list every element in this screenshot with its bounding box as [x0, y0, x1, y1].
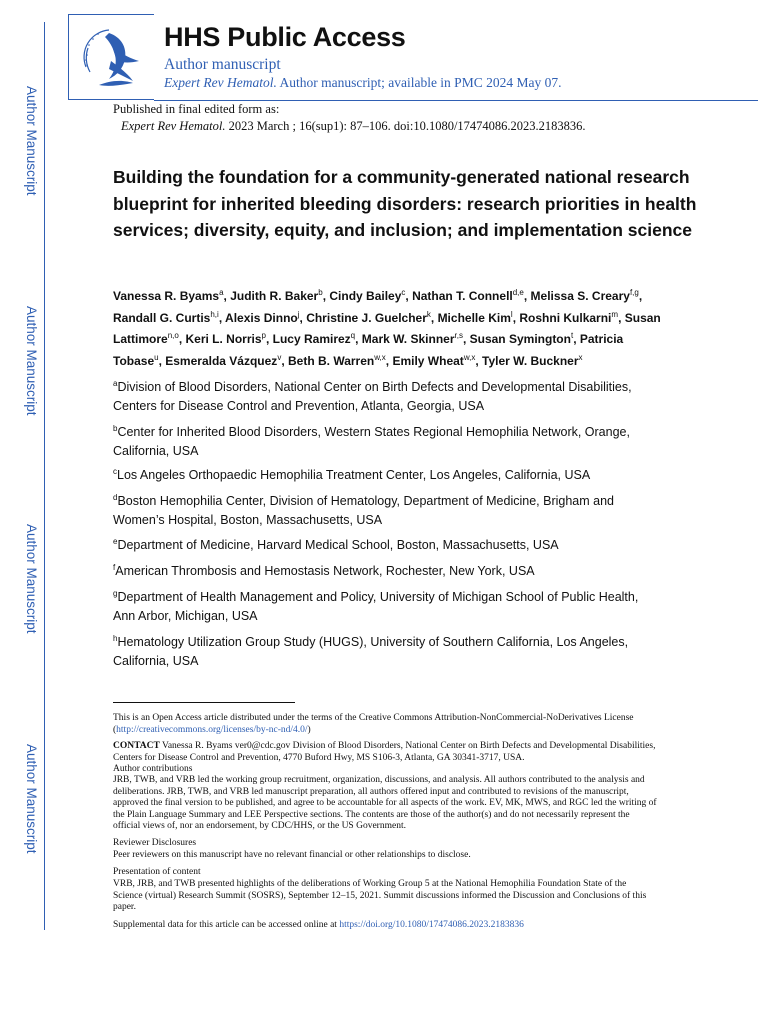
author-name: Esmeralda Vázquez: [165, 353, 278, 368]
affiliation-text: Center for Inherited Blood Disorders, Western States Regional Hemophilia Network, Orange, California, USA: [113, 425, 630, 458]
author-affiliation-marker: t: [570, 331, 574, 340]
contact-note: [113, 741, 658, 764]
author-name: Alexis Dinno: [225, 310, 298, 325]
sidebar-label: Author Manuscript: [24, 524, 39, 634]
author-name: Beth B. Warren: [287, 353, 375, 368]
citation-journal: Expert Rev Hematol.: [121, 119, 226, 133]
affiliation: [113, 559, 653, 581]
author-name: Emily Wheat: [392, 353, 464, 368]
affiliation: [113, 630, 653, 670]
journal-name: Expert Rev Hematol.: [164, 75, 277, 90]
author-name: Susan Symington: [469, 332, 571, 346]
affiliation: [113, 463, 653, 485]
affiliation-marker: c: [113, 467, 117, 476]
contrib-heading: Author contributions: [113, 764, 193, 774]
presentation-heading: Presentation of content: [113, 867, 201, 877]
license-note: [113, 713, 658, 736]
author-name: Michelle Kim: [437, 310, 511, 325]
author-affiliation-marker: w,x: [463, 352, 476, 362]
author-affiliation-marker: c: [401, 288, 406, 297]
author-name: Tyler W. Buckner: [482, 353, 579, 368]
affiliation-text: Division of Blood Disorders, National Center on Birth Defects and Developmental Disabilities, Centers for Disease Control and Prevention, Atlanta, Georgia, USA: [113, 380, 632, 413]
affiliation-text: Department of Health Management and Policy, University of Michigan School of Public Health, Ann Arbor, Michigan, USA: [113, 590, 639, 623]
author-affiliation-marker: k: [426, 309, 431, 319]
license-text: This is an Open Access article distributed under the terms of the Creative Commons Attribution-NonCommercial-NoDerivatives License (: [113, 713, 634, 735]
author-affiliation-marker: l: [510, 309, 513, 319]
contact-text: Vanessa R. Byams ver0@cdc.gov Division of Blood Disorders, National Center on Birth Defects and Developmental Disabilities, Centers for Disease Control and Prevention, 4770 Buford Hwy, MS S106-3, Atlanta, GA 30341-3717, USA.: [113, 741, 656, 763]
affiliation-text: Hematology Utilization Group Study (HUGS), University of Southern California, Los Angeles, California, USA: [113, 635, 629, 668]
journal-availability: [164, 75, 561, 91]
license-end: ): [307, 724, 311, 735]
author-affiliation-marker: q: [350, 331, 356, 340]
affiliation: [113, 489, 653, 529]
author-affiliation-marker: a: [219, 288, 224, 297]
affiliation: [113, 585, 653, 625]
author-name: Randall G. Curtis: [113, 310, 211, 325]
hhs-header: [68, 14, 758, 100]
manuscript-type: Author manuscript: [164, 56, 281, 73]
sidebar-rule: [44, 22, 45, 930]
affiliation-text: American Thrombosis and Hemostasis Network, Rochester, New York, USA: [115, 564, 535, 579]
affiliation-text: Boston Hemophilia Center, Division of Hematology, Department of Medicine, Brigham and Women’s Hospital, Boston, Massachusetts, USA: [113, 494, 614, 527]
publication-info: [113, 101, 586, 135]
availability-text: Author manuscript; available in PMC 2024 May 07.: [279, 75, 562, 90]
author-affiliation-marker: u: [154, 352, 159, 362]
affiliation-text: Los Angeles Orthopaedic Hemophilia Treatment Center, Los Angeles, California, USA: [117, 468, 591, 483]
citation-details: 2023 March ; 16(sup1): 87–106. doi:10.1080/17474086.2023.2183836.: [228, 119, 586, 133]
author-name: Lucy Ramirez: [272, 332, 351, 346]
author-name: Roshni Kulkarni: [519, 310, 612, 325]
article-title: Building the foundation for a community-generated national research blueprint for inherited bleeding disorders: research priorities in health services; diversity, equity, and inclusion; and implementation science: [113, 167, 697, 240]
author-affiliation-marker: d,e: [512, 288, 524, 297]
author-affiliation-marker: p: [261, 331, 266, 340]
affiliation-marker: g: [113, 589, 118, 598]
author-name: Melissa S. Creary: [530, 289, 630, 303]
affiliation-marker: b: [113, 424, 118, 433]
reviewer-heading: Reviewer Disclosures: [113, 838, 197, 848]
author-name: Mark W. Skinner: [361, 332, 455, 346]
author-affiliation-marker: h,i: [210, 309, 219, 319]
author-affiliation-marker: j: [297, 309, 300, 319]
author-name: Christine J. Guelcher: [306, 310, 427, 325]
contrib-text: JRB, TWB, and VRB led the working group recruitment, organization, discussions, and analysis. All authors contributed to the analysis and deliberations. JRB, TWB, and VRB led manuscript preparation, all authors offered input and contributed to revisions of the manuscript, approved the final version to be published, and agree to be accountable for all aspects of the work. EV, MK, MWS, and RGC led the writing of the Plain Language Summary and LEE Perspective sections. The contents are those of the author(s) and do not necessarily represent the official views of, nor an endorsement, by CDC/HHS, or the US Government.: [113, 775, 657, 832]
author-affiliation-marker: m: [611, 309, 619, 319]
author-affiliation-marker: v: [277, 352, 282, 362]
page-title: HHS Public Access: [164, 22, 406, 52]
author-name: Nathan T. Connell: [412, 289, 513, 303]
author-manuscript-sidebar: [0, 0, 46, 930]
license-link[interactable]: http://creativecommons.org/licenses/by-nc-nd/4.0/: [116, 724, 308, 735]
affiliation: [113, 375, 653, 415]
affiliation-text: Department of Medicine, Harvard Medical School, Boston, Massachusetts, USA: [117, 538, 559, 553]
sidebar-label: Author Manuscript: [24, 306, 39, 416]
author-affiliation-marker: b: [318, 288, 323, 297]
author-affiliation-marker: r,s: [454, 331, 463, 340]
hhs-logo: [68, 14, 154, 100]
sidebar-label: Author Manuscript: [24, 86, 39, 196]
presentation-text: VRB, JRB, and TWB presented highlights of the deliberations of Working Group 5 at the National Hemophilia Foundation State of the Science (virtual) Research Summit (SOSRS), September 12–15, 2021. Summit discussions informed the Discussion and Conclusions of this paper.: [113, 879, 647, 913]
author-name: Keri L. Norris: [185, 332, 262, 346]
author-affiliation-marker: w,x: [374, 352, 386, 362]
citation: [113, 118, 586, 135]
author-affiliation-marker: x: [578, 352, 583, 362]
hhs-eagle-icon: [69, 15, 155, 101]
author-affiliation-marker: n,o: [167, 331, 179, 340]
supplemental-note: [113, 920, 658, 932]
affiliation-marker: f: [113, 563, 116, 572]
affiliation: [113, 420, 653, 460]
affiliation-marker: a: [113, 379, 118, 388]
author-name: Susan Lattimore: [113, 310, 661, 346]
affiliation-marker: e: [113, 537, 118, 546]
footnote-rule: [113, 702, 295, 703]
affiliation: [113, 533, 653, 555]
supplemental-link[interactable]: https://doi.org/10.1080/17474086.2023.2183836: [339, 920, 524, 930]
affiliation-marker: h: [113, 634, 118, 643]
author-affiliation-marker: f,g: [629, 288, 639, 297]
published-label: Published in final edited form as:: [113, 102, 280, 116]
author-name: Patricia Tobase: [113, 332, 624, 368]
contact-label: CONTACT: [113, 741, 160, 751]
author-name: Vanessa R. Byams: [113, 289, 220, 303]
sidebar-label: Author Manuscript: [24, 744, 39, 854]
supplemental-text: Supplemental data for this article can be accessed online at: [113, 920, 340, 930]
author-list: Vanessa R. Byams$^a$, Judith R. Baker$^b$, Cindy Bailey$^c$, Nathan T. Connell$^{d,e}$, Melissa S. Creary$^{f,g}$, Randall G. Curtis$^{h,i}$, Alexis Dinno$^j$, Christine J. Guelcher$^k$, Michelle Kim$^l$, Roshni Kulkarni$^m$, Susan Lattimore$^{n,o}$, Keri L. Norris$^p$, Lucy Ramirez$^q$, Mark W. Skinner$^{r,s}$, Susan Symington$^t$, Patricia Tobase$^u$, Esmeralda Vázquez$^v$, Beth B. Warren$^{w,x}$, Emily Wheat$^{w,x}$, Tyler W. Buckner$^x$: [113, 288, 661, 368]
author-name: Cindy Bailey: [329, 289, 402, 303]
affiliation-marker: d: [113, 493, 118, 502]
author-name: Judith R. Baker: [230, 289, 319, 303]
reviewer-text: Peer reviewers on this manuscript have no relevant financial or other relationships to disclose.: [113, 850, 471, 860]
